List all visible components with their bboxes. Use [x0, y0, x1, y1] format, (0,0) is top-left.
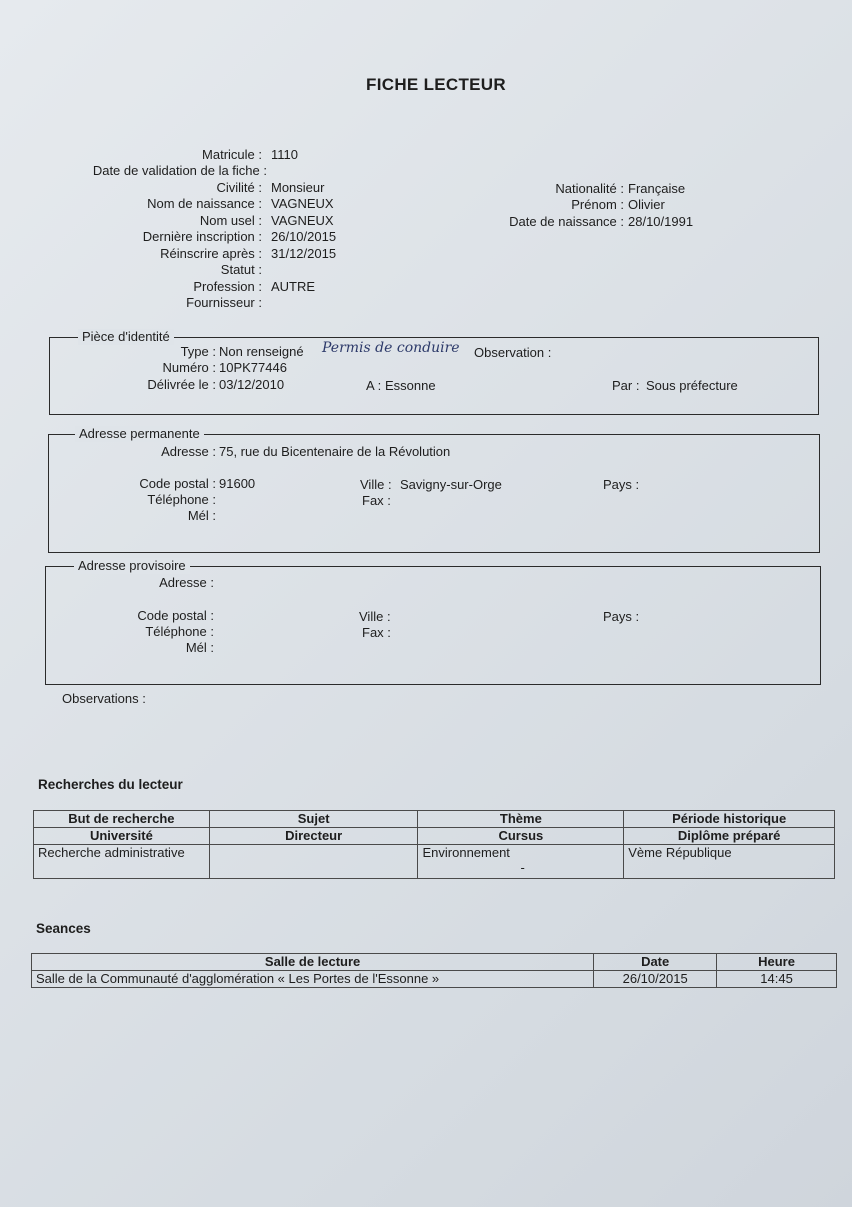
derniere-inscription-value: 26/10/2015 — [271, 229, 337, 244]
matricule-label: Matricule : — [202, 147, 262, 162]
perm-mel-label: Mél : — [187, 508, 216, 523]
prenom-label: Prénom : — [571, 197, 624, 212]
statut-label: Statut : — [220, 262, 262, 277]
civilite-value: Monsieur — [271, 180, 325, 195]
cell-sujet — [209, 845, 418, 879]
cell-heure: 14:45 — [717, 971, 837, 988]
piece-identite-legend: Pièce d'identité — [78, 329, 174, 345]
piece-a-value: Essonne — [385, 378, 436, 393]
civilite-label: Civilité : — [216, 180, 262, 195]
observations-label: Observations : — [62, 691, 146, 706]
col-diplome: Diplôme préparé — [624, 828, 835, 845]
cell-but: Recherche administrative — [34, 845, 210, 879]
prov-fax-label: Fax : — [362, 625, 391, 640]
col-universite: Université — [34, 828, 210, 845]
col-sujet: Sujet — [209, 811, 418, 828]
col-theme: Thème — [418, 811, 624, 828]
piece-observation-label: Observation : — [474, 345, 552, 360]
cell-date: 26/10/2015 — [594, 971, 717, 988]
reinscrire-label: Réinscrire après : — [160, 246, 262, 261]
table-row — [34, 845, 835, 879]
piece-type-label: Type : — [180, 344, 216, 359]
cell-theme — [418, 845, 624, 879]
col-periode: Période historique — [624, 811, 835, 828]
adresse-permanente-legend: Adresse permanente — [75, 426, 204, 442]
col-directeur: Directeur — [209, 828, 418, 845]
col-cursus: Cursus — [418, 828, 624, 845]
profession-value: AUTRE — [271, 279, 316, 294]
prov-mel-label: Mél : — [185, 640, 214, 655]
prov-pays-label: Pays : — [603, 609, 640, 624]
cell-theme-value: Environnement — [422, 845, 510, 860]
cell-periode: Vème République — [624, 845, 835, 879]
date-naissance-label: Date de naissance : — [509, 214, 624, 229]
piece-a-label: A : — [366, 378, 382, 393]
recherches-header-row-1 — [34, 811, 835, 828]
prov-adresse-label: Adresse : — [159, 575, 214, 590]
piece-delivree-label: Délivrée le : — [147, 377, 216, 392]
perm-fax-label: Fax : — [362, 493, 391, 508]
seances-header-row — [32, 954, 837, 971]
cell-salle: Salle de la Communauté d'agglomération « Les Portes de l'Essonne » — [32, 971, 594, 988]
nom-usel-label: Nom usel : — [199, 213, 262, 228]
piece-numero-value: 10PK77446 — [219, 360, 287, 375]
reinscrire-value: 31/12/2015 — [271, 246, 337, 261]
piece-delivree-value: 03/12/2010 — [219, 377, 285, 392]
perm-adresse-value: 75, rue du Bicentenaire de la Révolution — [219, 444, 451, 459]
nationalite-value: Française — [628, 181, 686, 196]
handwritten-note: Permis de conduire — [322, 340, 460, 356]
piece-numero-label: Numéro : — [162, 360, 216, 375]
perm-ville-label: Ville : — [360, 477, 392, 492]
perm-tel-label: Téléphone : — [147, 492, 216, 507]
recherches-table — [33, 810, 835, 879]
col-but-recherche: But de recherche — [34, 811, 210, 828]
date-naissance-value: 28/10/1991 — [628, 214, 694, 229]
perm-cp-label: Code postal : — [139, 476, 216, 491]
table-row — [32, 971, 837, 988]
col-date: Date — [594, 954, 717, 971]
piece-type-value: Non renseigné — [219, 344, 304, 359]
nom-usel-value: VAGNEUX — [271, 213, 334, 228]
piece-par-label: Par : — [612, 378, 640, 393]
nationalite-label: Nationalité : — [555, 181, 624, 196]
prov-tel-label: Téléphone : — [145, 624, 214, 639]
prov-ville-label: Ville : — [359, 609, 391, 624]
col-salle: Salle de lecture — [32, 954, 594, 971]
piece-par-value: Sous préfecture — [646, 378, 738, 393]
seances-table — [31, 953, 837, 988]
recherches-heading: Recherches du lecteur — [38, 777, 183, 792]
derniere-inscription-label: Dernière inscription : — [142, 229, 262, 244]
profession-label: Profession : — [193, 279, 262, 294]
perm-adresse-label: Adresse : — [161, 444, 216, 459]
nom-naissance-value: VAGNEUX — [271, 196, 334, 211]
fournisseur-label: Fournisseur : — [186, 295, 262, 310]
recherches-header-row-2 — [34, 828, 835, 845]
nom-naissance-label: Nom de naissance : — [147, 196, 262, 211]
adresse-provisoire-legend: Adresse provisoire — [74, 558, 190, 574]
cell-theme-extra: - — [520, 860, 525, 875]
validation-label: Date de validation de la fiche : — [92, 163, 267, 178]
perm-pays-label: Pays : — [603, 477, 640, 492]
col-heure: Heure — [717, 954, 837, 971]
seances-heading: Seances — [36, 921, 91, 936]
perm-ville-value: Savigny-sur-Orge — [400, 477, 502, 492]
matricule-value: 1110 — [271, 147, 298, 162]
page-title: FICHE LECTEUR — [366, 75, 506, 94]
perm-cp-value: 91600 — [219, 476, 256, 491]
prov-cp-label: Code postal : — [137, 608, 214, 623]
prenom-value: Olivier — [628, 197, 665, 212]
